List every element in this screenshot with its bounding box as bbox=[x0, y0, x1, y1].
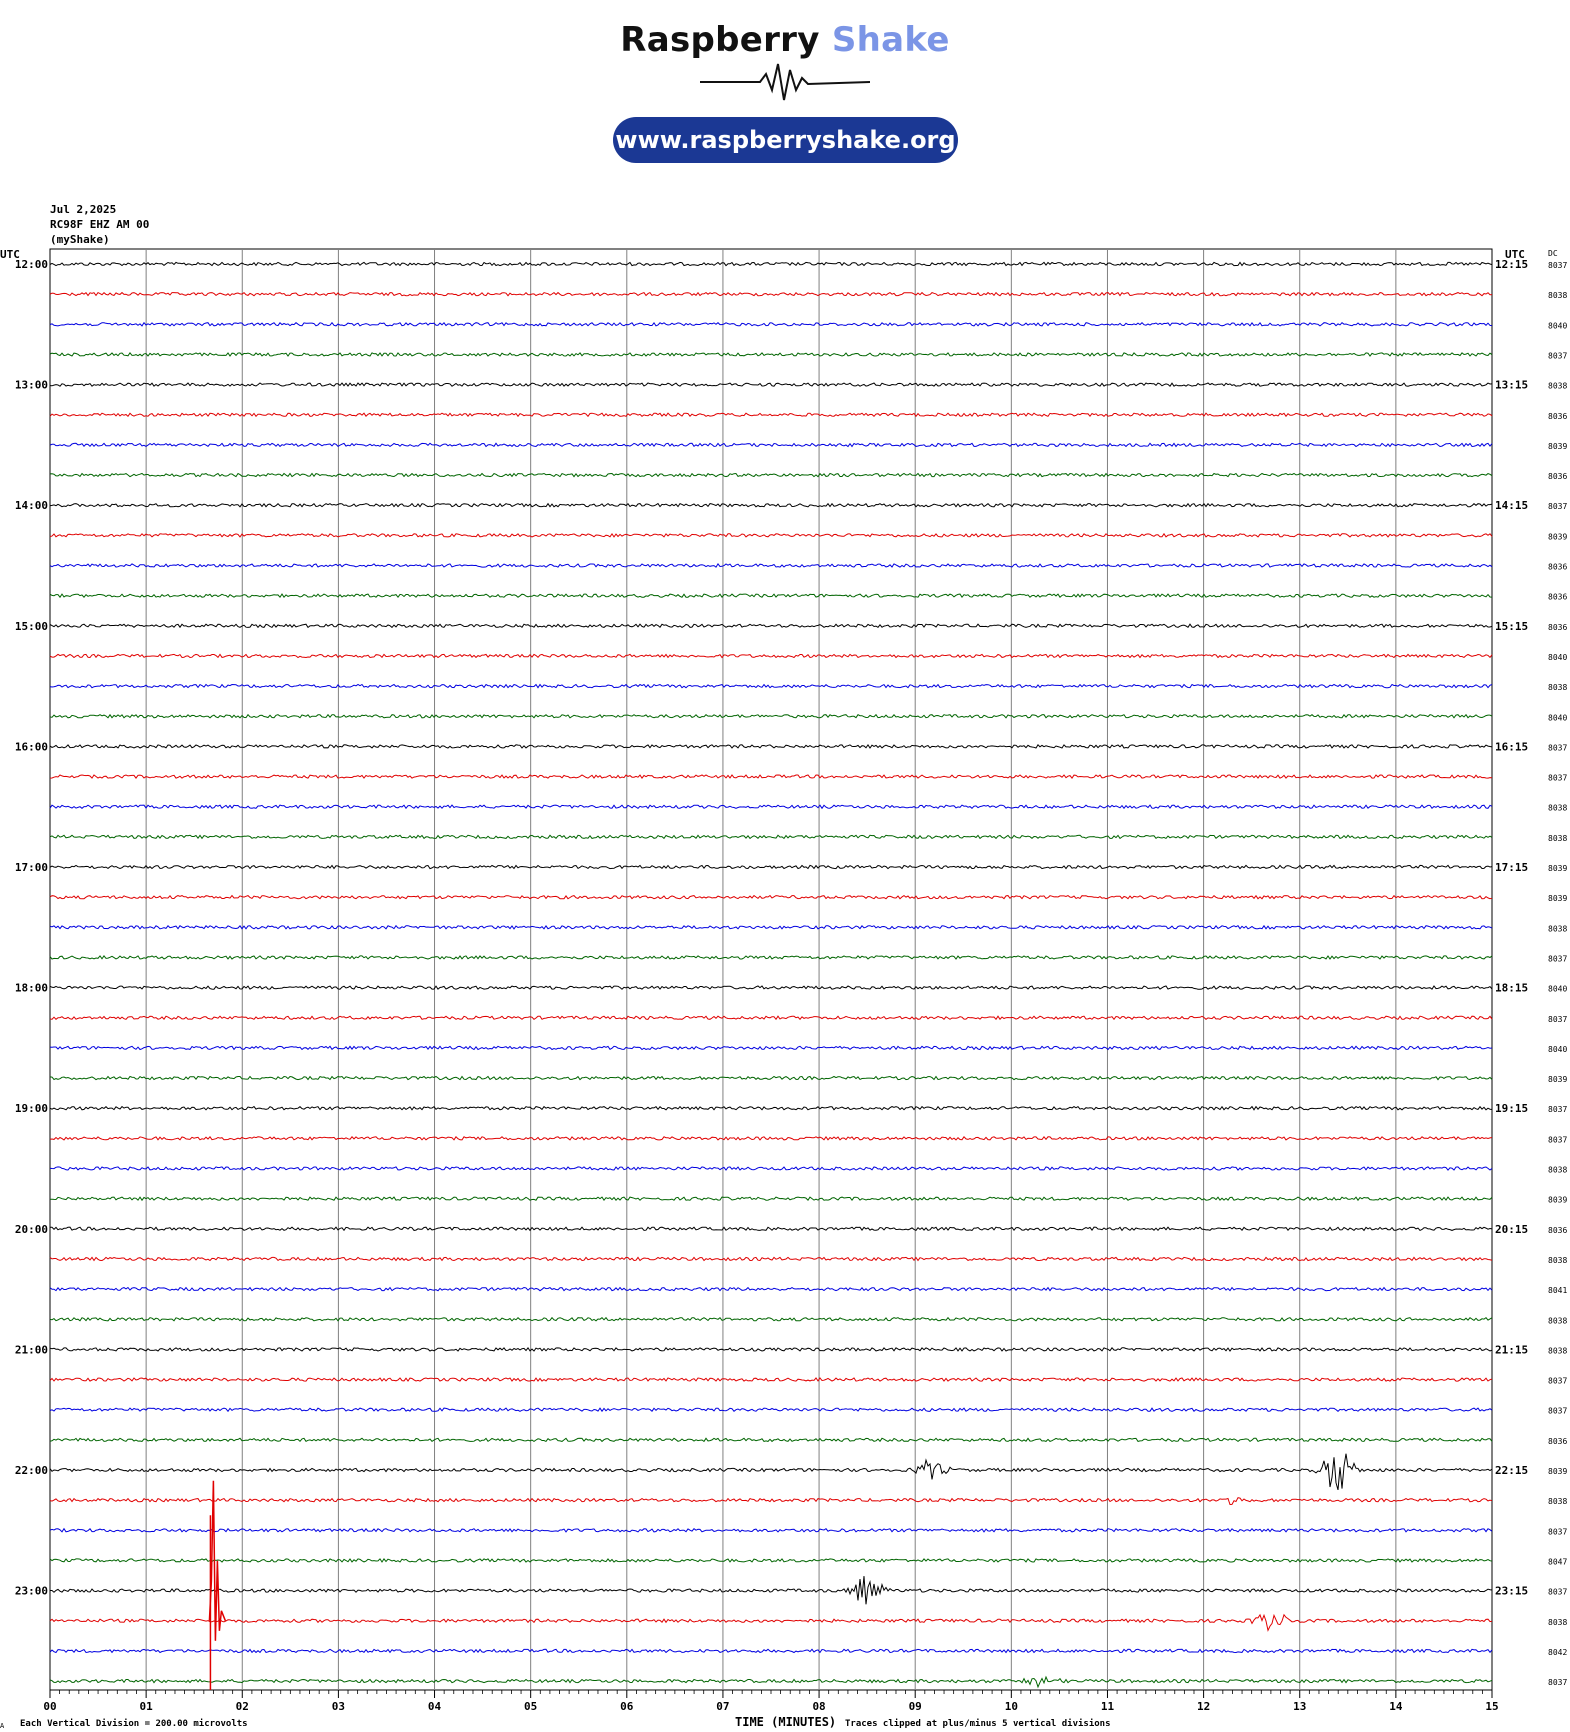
dc-label: DC bbox=[1548, 249, 1558, 258]
dc-value: 8039 bbox=[1548, 1195, 1568, 1205]
trace-row-13 bbox=[50, 654, 1492, 657]
dc-value: 8038 bbox=[1548, 1497, 1568, 1507]
date-label: Jul 2,2025 bbox=[50, 203, 117, 216]
hour-label-left: 13:00 bbox=[14, 378, 48, 392]
trace-row-31 bbox=[50, 1197, 1492, 1200]
trace-row-24 bbox=[50, 986, 1492, 989]
dc-value: 8040 bbox=[1548, 652, 1568, 662]
trace-row-18 bbox=[50, 805, 1492, 808]
dc-value: 8040 bbox=[1548, 1044, 1568, 1054]
trace-row-9 bbox=[50, 534, 1492, 537]
dc-value: 8037 bbox=[1548, 1527, 1568, 1537]
dc-value: 8036 bbox=[1548, 1225, 1568, 1235]
dc-value: 8037 bbox=[1548, 1406, 1568, 1416]
hour-label-left: 22:00 bbox=[14, 1464, 48, 1477]
trace-row-4 bbox=[50, 383, 1492, 386]
trace-row-16 bbox=[50, 745, 1492, 748]
x-tick-label: 09 bbox=[908, 1700, 922, 1713]
hour-label-right: 21:15 bbox=[1495, 1343, 1529, 1357]
dc-value: 8038 bbox=[1548, 1316, 1568, 1326]
hour-label-left: 21:00 bbox=[14, 1343, 48, 1357]
dc-value: 8036 bbox=[1548, 622, 1568, 632]
trace-row-6 bbox=[50, 443, 1492, 446]
trace-row-36 bbox=[50, 1348, 1492, 1351]
trace-row-17 bbox=[50, 775, 1492, 778]
dc-value: 8047 bbox=[1548, 1557, 1568, 1567]
trace-row-45 bbox=[50, 1615, 1492, 1631]
hour-label-right: 20:15 bbox=[1495, 1222, 1529, 1236]
trace-row-5 bbox=[50, 413, 1492, 416]
trace-row-27 bbox=[50, 1077, 1492, 1080]
dc-value: 8039 bbox=[1548, 1075, 1568, 1085]
trace-row-28 bbox=[50, 1107, 1492, 1110]
dc-value: 8037 bbox=[1548, 773, 1568, 783]
hour-label-right: 19:15 bbox=[1495, 1102, 1529, 1116]
hour-label-right: 17:15 bbox=[1495, 861, 1529, 874]
x-tick-label: 13 bbox=[1293, 1700, 1307, 1713]
trace-row-26 bbox=[50, 1046, 1492, 1049]
hour-label-right: 22:15 bbox=[1495, 1464, 1529, 1477]
plot-frame bbox=[50, 249, 1492, 1690]
trace-row-23 bbox=[50, 956, 1492, 959]
dc-value: 8036 bbox=[1548, 1436, 1568, 1446]
trace-row-8 bbox=[50, 504, 1492, 507]
hour-label-left: 20:00 bbox=[14, 1222, 48, 1236]
trace-row-39 bbox=[50, 1438, 1492, 1441]
dc-value: 8037 bbox=[1548, 1678, 1568, 1688]
dc-value: 8041 bbox=[1548, 1286, 1568, 1296]
hour-label-left: 16:00 bbox=[14, 740, 48, 754]
hour-label-right: 16:15 bbox=[1495, 740, 1529, 754]
trace-row-42 bbox=[50, 1529, 1492, 1532]
dc-value: 8040 bbox=[1548, 321, 1568, 331]
right-utc-label: UTC bbox=[1505, 248, 1525, 261]
dc-value: 8037 bbox=[1548, 1587, 1568, 1597]
trace-row-34 bbox=[50, 1288, 1492, 1291]
dc-value: 8037 bbox=[1548, 261, 1568, 270]
hour-label-left: 17:00 bbox=[14, 861, 48, 874]
division-note: Each Vertical Division = 200.00 microvolts bbox=[20, 1719, 248, 1729]
trace-row-21 bbox=[50, 896, 1492, 899]
x-tick-label: 15 bbox=[1485, 1700, 1499, 1713]
hour-label-right: 12:15 bbox=[1495, 258, 1529, 271]
x-tick-label: 03 bbox=[331, 1700, 346, 1713]
dc-value: 8039 bbox=[1548, 532, 1568, 542]
trace-row-14 bbox=[50, 685, 1492, 688]
hour-label-left: 23:00 bbox=[14, 1584, 48, 1598]
dc-value: 8038 bbox=[1548, 381, 1568, 391]
website-link[interactable]: www.raspberryshake.org bbox=[613, 117, 958, 163]
dc-value: 8037 bbox=[1548, 1376, 1568, 1386]
dc-value: 8038 bbox=[1548, 1346, 1568, 1356]
x-tick-label: 08 bbox=[812, 1700, 826, 1713]
brand-part1: Raspberry bbox=[620, 20, 820, 60]
dc-value: 8038 bbox=[1548, 1255, 1568, 1265]
x-tick-label: 06 bbox=[620, 1700, 634, 1713]
trace-row-47 bbox=[50, 1677, 1492, 1687]
trace-row-7 bbox=[50, 474, 1492, 477]
hour-label-right: 15:15 bbox=[1495, 619, 1529, 633]
dc-value: 8039 bbox=[1548, 894, 1568, 904]
trace-row-15 bbox=[50, 715, 1492, 718]
trace-row-30 bbox=[50, 1167, 1492, 1170]
dc-value: 8037 bbox=[1548, 743, 1568, 753]
trace-row-35 bbox=[50, 1318, 1492, 1321]
trace-row-2 bbox=[50, 323, 1492, 326]
clip-note: Traces clipped at plus/minus 5 vertical divisions bbox=[845, 1719, 1111, 1729]
dc-value: 8036 bbox=[1548, 411, 1568, 421]
trace-row-1 bbox=[50, 293, 1492, 296]
station-label: RC98F EHZ AM 00 bbox=[50, 218, 150, 231]
dc-value: 8036 bbox=[1548, 562, 1568, 572]
hour-label-right: 23:15 bbox=[1495, 1584, 1529, 1598]
dc-value: 8037 bbox=[1548, 351, 1568, 361]
dc-value: 8039 bbox=[1548, 441, 1568, 451]
trace-row-41 bbox=[50, 1498, 1492, 1505]
trace-row-33 bbox=[50, 1257, 1492, 1260]
dc-value: 8037 bbox=[1548, 1105, 1568, 1115]
dc-value: 8042 bbox=[1548, 1647, 1568, 1657]
trace-row-46 bbox=[50, 1649, 1492, 1652]
x-tick-label: 11 bbox=[1100, 1700, 1115, 1713]
trace-row-0 bbox=[50, 262, 1492, 265]
trace-row-3 bbox=[50, 353, 1492, 356]
dc-value: 8038 bbox=[1548, 683, 1568, 693]
dc-value: 8039 bbox=[1548, 1467, 1568, 1476]
dc-value: 8037 bbox=[1548, 1135, 1568, 1145]
hour-label-left: 18:00 bbox=[14, 981, 48, 995]
dc-value: 8037 bbox=[1548, 954, 1568, 964]
x-tick-label: 10 bbox=[1004, 1700, 1018, 1713]
dc-value: 8040 bbox=[1548, 713, 1568, 723]
x-tick-label: 07 bbox=[716, 1700, 730, 1713]
x-axis-title: TIME (MINUTES) bbox=[735, 1715, 837, 1729]
trace-row-20 bbox=[50, 865, 1492, 868]
hour-label-left: 19:00 bbox=[14, 1102, 48, 1116]
hour-label-right: 13:15 bbox=[1495, 378, 1529, 392]
hour-label-left: 12:00 bbox=[14, 258, 48, 271]
hour-label-left: 15:00 bbox=[14, 619, 48, 633]
trace-row-32 bbox=[50, 1227, 1492, 1230]
x-tick-label: 05 bbox=[524, 1700, 538, 1713]
dc-value: 8036 bbox=[1548, 472, 1568, 482]
dc-value: 8036 bbox=[1548, 592, 1568, 602]
trace-row-22 bbox=[50, 926, 1492, 929]
trace-row-37 bbox=[50, 1378, 1492, 1381]
dc-value: 8037 bbox=[1548, 1014, 1568, 1024]
x-tick-label: 14 bbox=[1389, 1700, 1403, 1713]
dc-value: 8038 bbox=[1548, 803, 1568, 813]
dc-value: 8038 bbox=[1548, 291, 1568, 301]
network-label: (myShake) bbox=[50, 233, 110, 246]
hour-label-right: 14:15 bbox=[1495, 499, 1529, 513]
trace-row-19 bbox=[50, 835, 1492, 838]
x-tick-label: 04 bbox=[427, 1700, 442, 1713]
brand-part2: Shake bbox=[831, 20, 950, 60]
dc-value: 8038 bbox=[1548, 924, 1568, 934]
x-tick-label: 01 bbox=[139, 1700, 153, 1713]
trace-row-11 bbox=[50, 594, 1492, 597]
dc-value: 8038 bbox=[1548, 833, 1568, 843]
trace-row-40 bbox=[50, 1454, 1492, 1490]
trace-row-29 bbox=[50, 1137, 1492, 1140]
trace-row-25 bbox=[50, 1016, 1492, 1019]
x-tick-label: 02 bbox=[235, 1700, 249, 1713]
dc-value: 8037 bbox=[1548, 502, 1568, 512]
trace-row-12 bbox=[50, 624, 1492, 627]
trace-row-44 bbox=[50, 1576, 1492, 1604]
trace-row-10 bbox=[50, 564, 1492, 567]
dc-value: 8040 bbox=[1548, 984, 1568, 994]
hour-label-right: 18:15 bbox=[1495, 981, 1529, 995]
x-tick-label: 12 bbox=[1196, 1700, 1211, 1713]
dc-value: 8038 bbox=[1548, 1165, 1568, 1175]
trace-row-38 bbox=[50, 1408, 1492, 1411]
x-tick-label: 00 bbox=[43, 1700, 57, 1713]
dc-value: 8039 bbox=[1548, 864, 1568, 873]
left-utc-label: UTC bbox=[0, 248, 20, 261]
corner-mark: A bbox=[0, 1722, 5, 1730]
trace-row-43 bbox=[50, 1559, 1492, 1562]
dc-value: 8038 bbox=[1548, 1617, 1568, 1627]
hour-label-left: 14:00 bbox=[14, 499, 48, 513]
